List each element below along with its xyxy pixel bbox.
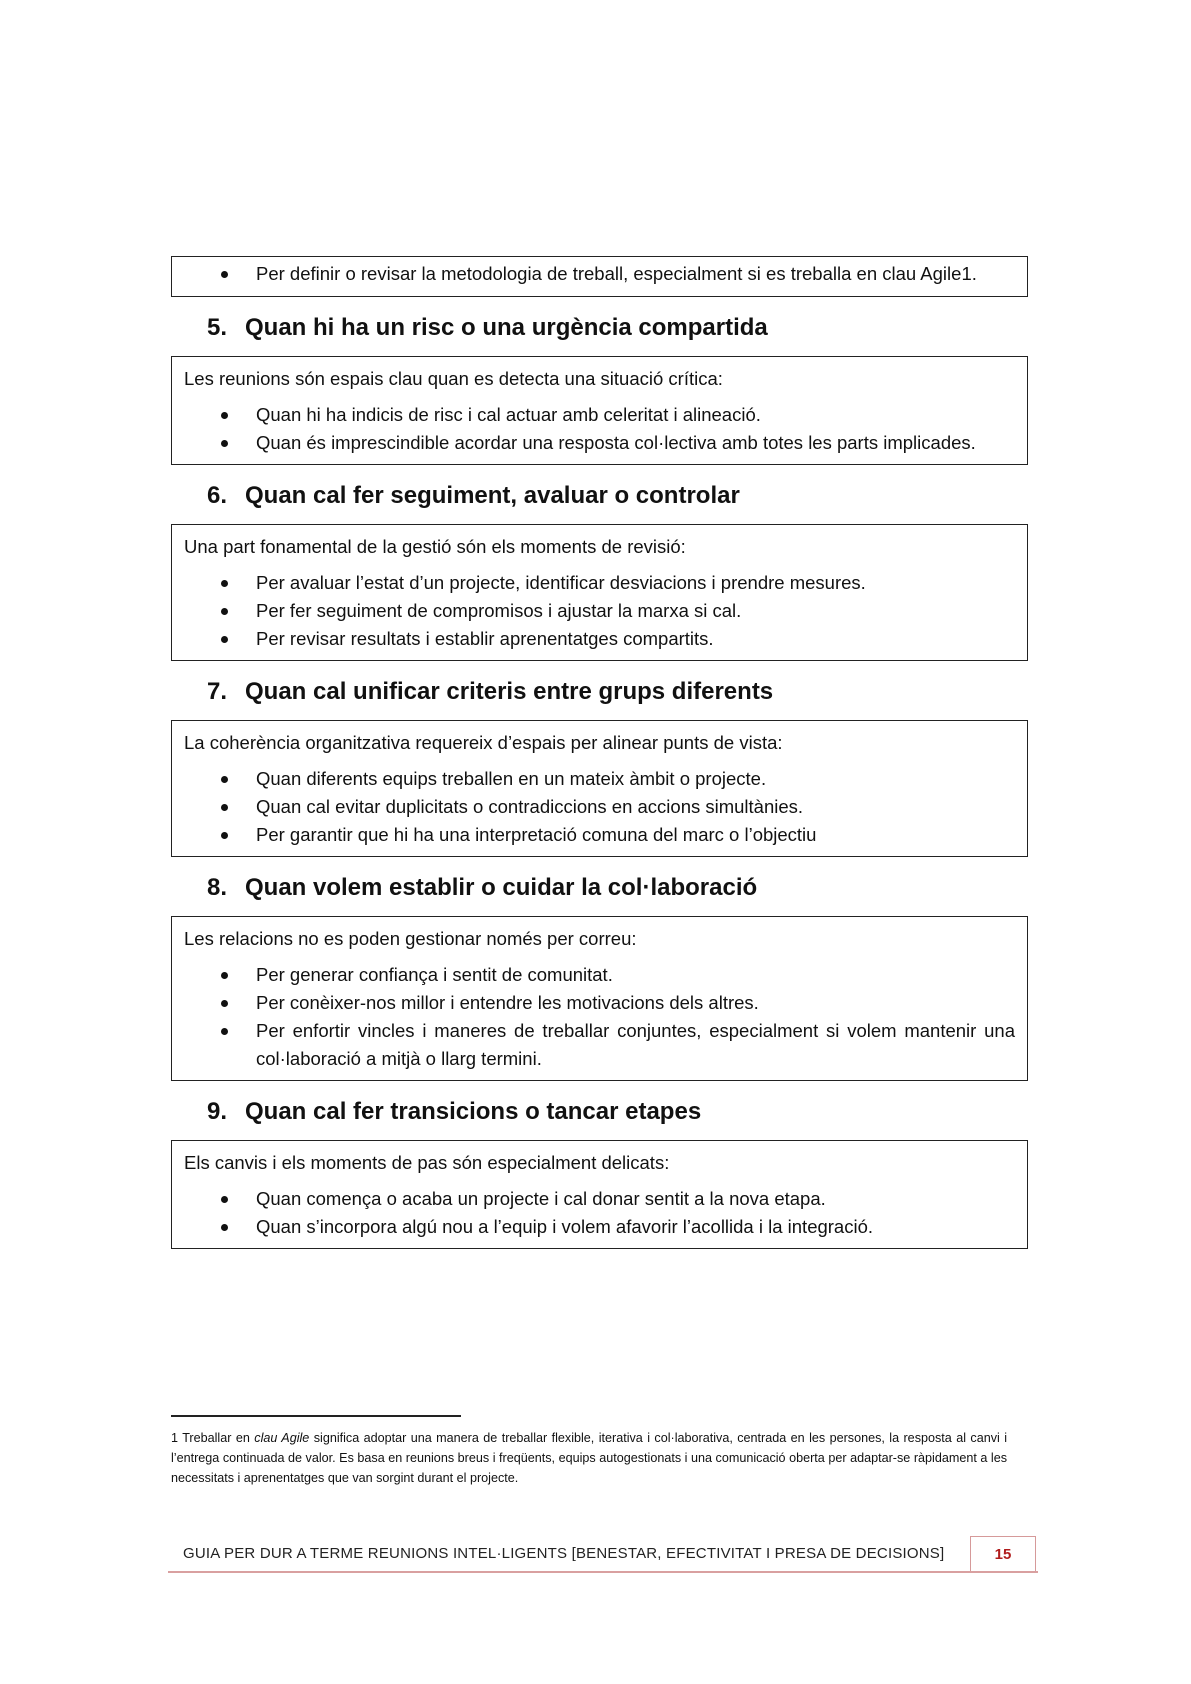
section-heading: [207, 677, 1028, 707]
footnote-text: significa adoptar una manera de treballar flexible, iterativa i col·laborativa, centrada en les persones, la resposta al canvi i l’entrega continuada de valor. Es basa en reunions breus i freqüents, equips autogestionats i una comunicació oberta per adaptar-se ràpidament a les necessitats i aprenentatges que van sorgint durant el projecte.: [171, 1431, 1008, 1485]
bullet-list: [184, 1185, 1015, 1241]
list-item: Per avaluar l’estat d’un projecte, identificar desviacions i prendre mesures.: [184, 569, 1015, 597]
section-title: Quan cal unificar criteris entre grups diferents: [245, 678, 774, 705]
list-item: Quan cal evitar duplicitats o contradiccions en accions simultànies.: [184, 793, 1015, 821]
section-heading: [207, 481, 1028, 511]
bullet-list: [184, 260, 1015, 288]
section-number: 8.: [207, 874, 228, 901]
section-title: Quan hi ha un risc o una urgència compartida: [245, 314, 768, 341]
footer-rule: [168, 1571, 1038, 1573]
list-item: Quan diferents equips treballen en un mateix àmbit o projecte.: [184, 765, 1015, 793]
list-item: Per fer seguiment de compromisos i ajustar la marxa si cal.: [184, 597, 1015, 625]
footnote: [171, 1428, 1007, 1488]
section-number: 6.: [207, 482, 228, 509]
continued-box: [171, 256, 1028, 297]
bullet-list: [184, 569, 1015, 653]
list-item: Per revisar resultats i establir aprenentatges compartits.: [184, 625, 1015, 653]
section-number: 9.: [207, 1098, 228, 1125]
list-item: Quan hi ha indicis de risc i cal actuar amb celeritat i alineació.: [184, 401, 1015, 429]
section-intro: Les reunions són espais clau quan es detecta una situació crítica:: [184, 368, 723, 389]
section-intro: Una part fonamental de la gestió són els moments de revisió:: [184, 536, 686, 557]
section-title: Quan volem establir o cuidar la col·laboració: [245, 874, 758, 901]
list-item: Per definir o revisar la metodologia de treball, especialment si es treballa en clau Agile1.: [184, 260, 1015, 288]
list-item: Per conèixer-nos millor i entendre les motivacions dels altres.: [184, 989, 1015, 1017]
list-item: Quan s’incorpora algú nou a l’equip i volem afavorir l’acollida i la integració.: [184, 1213, 1015, 1241]
section-box: [171, 524, 1028, 661]
footnote-marker: 1: [171, 1431, 179, 1445]
section-heading: [207, 313, 1028, 343]
section-number: 7.: [207, 678, 228, 705]
section-intro: La coherència organitzativa requereix d’espais per alinear punts de vista:: [184, 732, 783, 753]
main-content: [171, 256, 1028, 1249]
list-item: Per garantir que hi ha una interpretació comuna del marc o l’objectiu: [184, 821, 1015, 849]
bullet-list: [184, 401, 1015, 457]
footnote-prefix: Treballar en: [182, 1431, 250, 1445]
section-heading: [207, 873, 1028, 903]
section-number: 5.: [207, 314, 228, 341]
section-heading: [207, 1097, 1028, 1127]
list-item: Quan és imprescindible acordar una resposta col·lectiva amb totes les parts implicades.: [184, 429, 1015, 457]
section-title: Quan cal fer transicions o tancar etapes: [245, 1098, 702, 1125]
section-intro: Els canvis i els moments de pas són especialment delicats:: [184, 1152, 670, 1173]
footnote-separator: [171, 1415, 461, 1417]
section-box: [171, 916, 1028, 1081]
section-intro: Les relacions no es poden gestionar només per correu:: [184, 928, 637, 949]
section-title: Quan cal fer seguiment, avaluar o controlar: [245, 482, 740, 509]
bullet-list: [184, 765, 1015, 849]
section-box: [171, 720, 1028, 857]
page-number: 15: [970, 1536, 1036, 1571]
list-item: Per enfortir vincles i maneres de treballar conjuntes, especialment si volem mantenir una col·laboració a mitjà o llarg termini.: [184, 1017, 1015, 1073]
footer-title: GUIA PER DUR A TERME REUNIONS INTEL·LIGENTS [BENESTAR, EFECTIVITAT I PRESA DE DECISIONS]: [183, 1545, 945, 1562]
list-item: Quan comença o acaba un projecte i cal donar sentit a la nova etapa.: [184, 1185, 1015, 1213]
footnote-emphasis: clau Agile: [254, 1431, 310, 1445]
bullet-list: [184, 961, 1015, 1073]
section-box: [171, 1140, 1028, 1249]
list-item: Per generar confiança i sentit de comunitat.: [184, 961, 1015, 989]
section-box: [171, 356, 1028, 465]
